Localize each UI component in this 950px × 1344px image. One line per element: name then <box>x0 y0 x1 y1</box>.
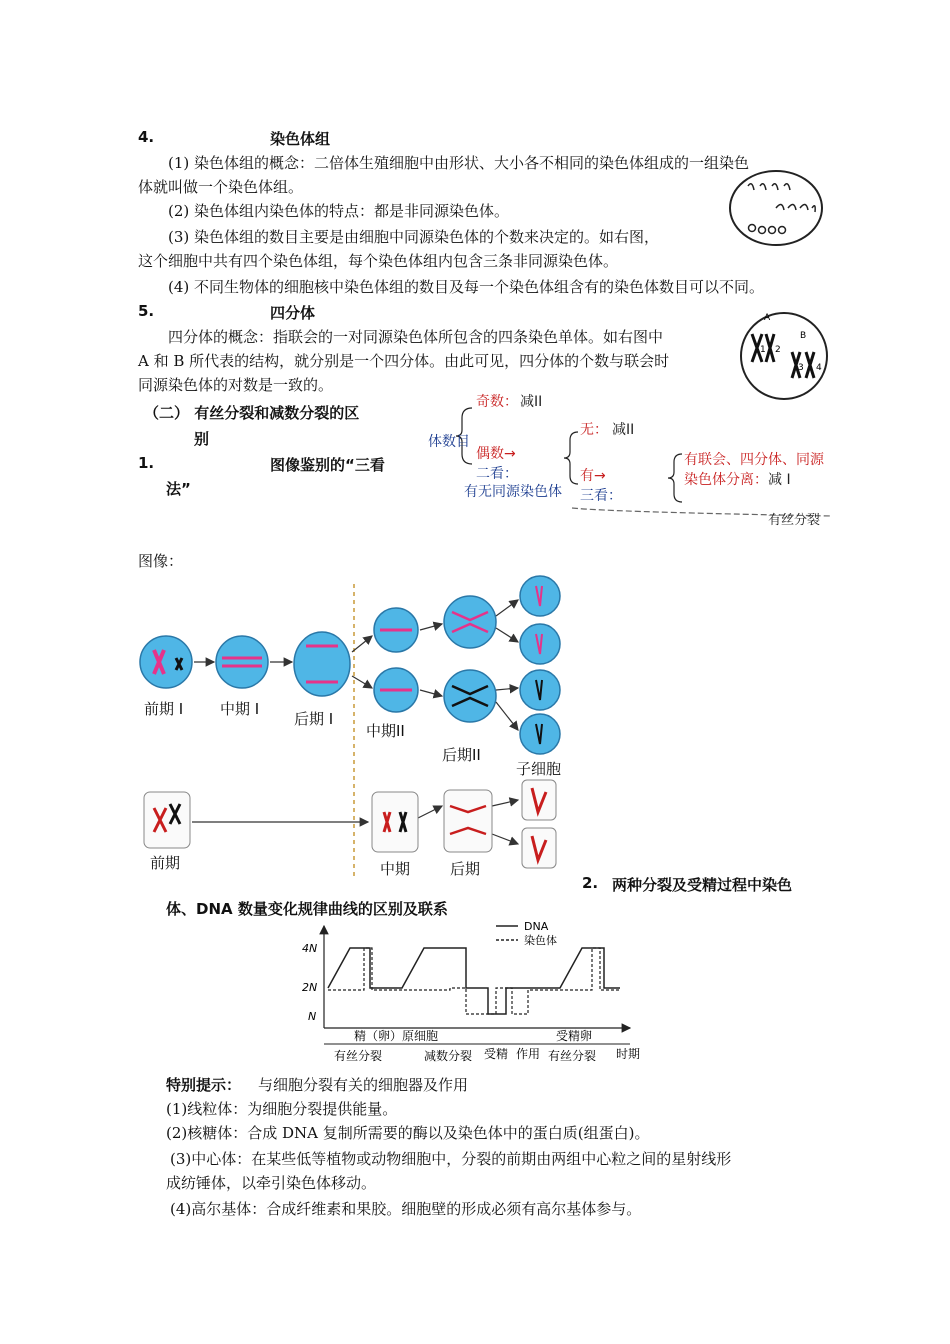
y-label-n: N <box>308 1010 317 1023</box>
tetrad-num-4: 4 <box>816 363 822 373</box>
odd-label: 奇数： <box>476 394 518 410</box>
label-anaphase-1: 后期 I <box>294 710 334 728</box>
label-prophase-1: 前期 I <box>144 700 184 718</box>
segment-4: 作用 <box>516 1047 541 1061</box>
paragraph: 四分体的概念：指联会的一对同源染色体所包含的四条染色单体。如右图中 <box>168 328 664 346</box>
item-2-number: 2. <box>582 874 599 892</box>
legend-chromosome: 染色体 <box>524 934 557 947</box>
part-2-title-cont: 别 <box>194 430 210 448</box>
three-look-diagram <box>420 386 832 526</box>
tip-item-cont: 成纺锤体，以牵引染色体移动。 <box>166 1174 377 1192</box>
label-daughter-cells: 子细胞 <box>516 760 562 778</box>
odd-result: 减II <box>520 394 543 410</box>
paragraph: (3) 染色体组的数目主要是由细胞中同源染色体的个数来决定的。如右图， <box>168 228 660 246</box>
segment-3: 受精 <box>484 1047 509 1061</box>
paragraph: (1) 染色体组的概念：二倍体生殖细胞中由形状、大小各不相同的染色体组成的一组染色 <box>168 154 750 172</box>
mitosis-label: 有丝分裂 <box>768 513 821 526</box>
tip-item: (2)核糖体：合成 DNA 复制所需要的酶以及染色体中的蛋白质(组蛋白)。 <box>166 1124 650 1142</box>
look3-label: 三看： <box>580 488 622 504</box>
even-label: 偶数→ <box>476 446 516 462</box>
none-label: 无： <box>580 422 608 438</box>
segment-2: 减数分裂 <box>424 1049 473 1063</box>
item-1-title: 图像鉴别的“三看 <box>270 456 385 474</box>
paragraph: A 和 B 所代表的结构，就分别是一个四分体。由此可见，四分体的个数与联会时 <box>138 352 670 370</box>
condition-text: 有联会、四分体、同源 <box>684 452 824 468</box>
tetrad-num-3: 3 <box>798 363 804 373</box>
cell-division-figure <box>136 572 576 882</box>
paragraph: (4) 不同生物体的细胞核中染色体组的数目及每一个染色体组含有的染色体数目可以不同。 <box>168 278 765 296</box>
item-2-title-cont: 体、DNA 数量变化规律曲线的区别及联系 <box>166 900 448 918</box>
label-metaphase-1: 中期 I <box>220 700 260 718</box>
item-1-title-cont: 法” <box>166 480 191 498</box>
condition-result: 减 I <box>768 472 791 488</box>
segment-1: 有丝分裂 <box>334 1049 383 1063</box>
item-1-number: 1. <box>138 454 155 472</box>
tips-intro: 与细胞分裂有关的细胞器及作用 <box>258 1076 469 1094</box>
tip-item: (4)高尔基体：合成纤维素和果胶。细胞壁的形成必须有高尔基体参与。 <box>170 1200 642 1218</box>
chromosome-set-figure <box>728 168 824 248</box>
tetrad-label-b: B <box>800 331 807 341</box>
section-4-title: 染色体组 <box>270 130 331 148</box>
paragraph: (2) 染色体组内染色体的特点：都是非同源染色体。 <box>168 202 510 220</box>
has-label: 有→ <box>580 468 606 484</box>
tetrad-num-2: 2 <box>775 345 781 355</box>
label-metaphase-2: 中期II <box>366 722 405 740</box>
segment-5: 有丝分裂 <box>548 1049 597 1063</box>
item-2-title: 两种分裂及受精过程中染色 <box>612 876 793 894</box>
cell-label-2: 受精卵 <box>556 1029 593 1043</box>
look2-label: 二看： <box>476 466 518 482</box>
legend-dna: DNA <box>524 920 549 933</box>
axis-time-label: 时期 <box>616 1047 641 1061</box>
label-metaphase: 中期 <box>380 860 411 878</box>
tetrad-num-1: 1 <box>760 345 766 355</box>
image-label: 图像： <box>138 552 184 570</box>
paragraph: 这个细胞中共有四个染色体组，每个染色体组内包含三条非同源染色体。 <box>138 252 619 270</box>
paragraph: 体就叫做一个染色体组。 <box>138 178 304 196</box>
section-4-number: 4. <box>138 128 155 146</box>
section-5-number: 5. <box>138 302 155 320</box>
label-anaphase: 后期 <box>450 860 481 878</box>
homolog-label: 有无同源染色体 <box>464 484 562 500</box>
tips-label: 特别提示： <box>166 1076 242 1094</box>
part-2-title: （二） 有丝分裂和减数分裂的区 <box>144 404 360 422</box>
y-label-2n: 2N <box>302 981 318 994</box>
tetrad-label-a: A <box>764 313 771 323</box>
label-anaphase-2: 后期II <box>442 746 481 764</box>
tip-item: (3)中心体：在某些低等植物或动物细胞中，分裂的前期由两组中心粒之间的星射线形 <box>170 1150 732 1168</box>
cell-label-1: 精（卵）原细胞 <box>354 1029 439 1043</box>
section-5-title: 四分体 <box>270 304 316 322</box>
label-prophase: 前期 <box>150 854 181 872</box>
tip-item: (1)线粒体：为细胞分裂提供能量。 <box>166 1100 398 1118</box>
y-label-4n: 4N <box>302 942 318 955</box>
chromosome-dna-curve <box>300 916 646 1064</box>
count-label: 体数目 <box>428 434 470 450</box>
paragraph: 同源染色体的对数是一致的。 <box>138 376 334 394</box>
condition-text-cont: 染色体分离： <box>684 472 768 488</box>
none-result: 减II <box>612 422 635 438</box>
